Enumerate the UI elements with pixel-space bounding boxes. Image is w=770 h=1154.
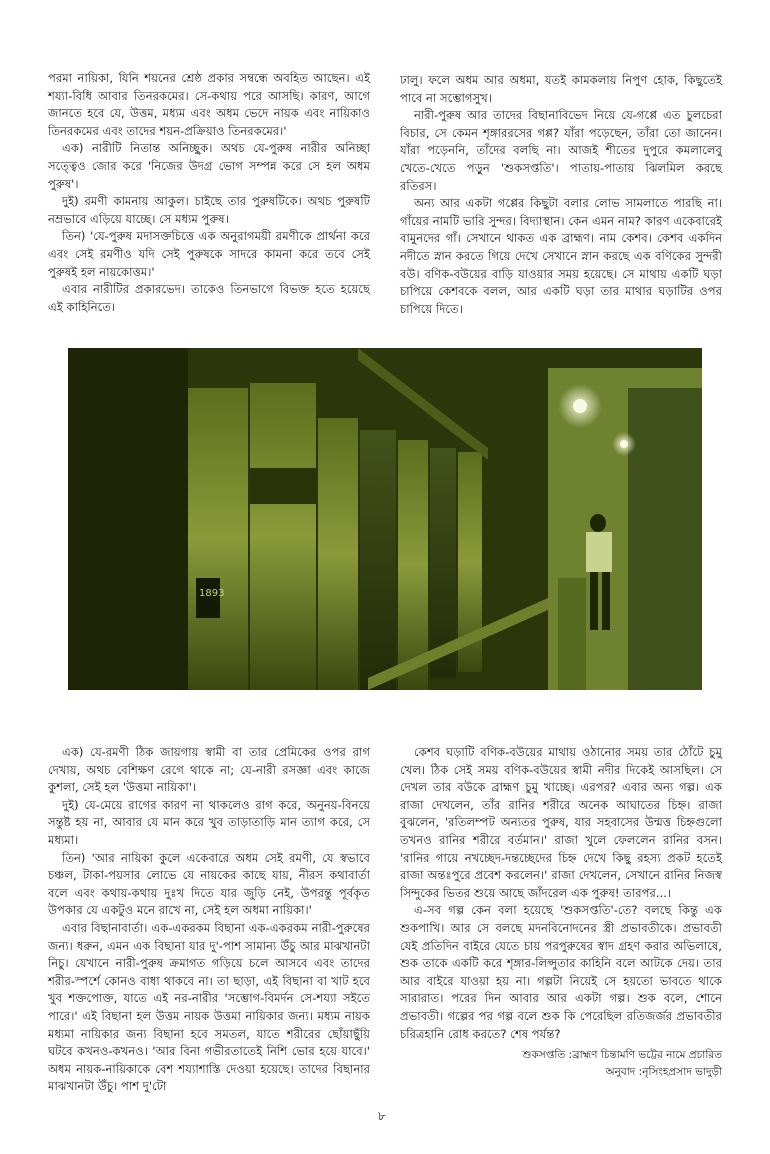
paragraph: এ-সব গল্প কেন বলা হয়েছে 'শুকসপ্ততি'-তে? বলছে কিন্তু এক শুকপাখি। আর সে বলছে মদনবিনোদনের স্ত্রী প্রভাবতীকে। প্রভাবতী যেই প্রতিদিন বাইরে যেতে চায় পরপুরুষের স্বাদ গ্রহণ করার অভিলাষে, শুক তাকে একটি করে শৃঙ্গার-লিপ্সুতার কাহিনি বলে আটকে দেয়। তার আর বাইরে যাওয়া হয় না। গল্পটা নিয়েই সে হয়তো ভাবতে থাকে সারারাত। পরের দিন আবার আর একটা গল্প। শুক বলে, শোনে প্রভাবতী। গল্পের পর গল্প বলে শুক কি পেরেছিল রতিজর্জর প্রভাবতীর চরিত্রহানি রোধ করতে? শেষ পর্যন্ত?: [400, 903, 722, 1041]
spine-label: 1893: [199, 588, 225, 599]
column-bottom-right: [400, 744, 722, 1081]
paragraph: তিন) 'যে-পুরুষ মদাসক্তচিত্তে এক অনুরাগময়ী রমণীকে প্রার্থনা করে এবং সেই রমণীও যদি সেই পুরুষকে সাদরে কামনা করে তবে সেই পুরুষই হল নায়কোত্তম।': [48, 229, 370, 279]
paragraph: তিন) 'আর নায়িকা কুলে একেবারে অধম সেই রমণী, যে স্বভাবে চঞ্চল, টাকা-পয়সার লোভে যে নায়কের কাছে যায়, নীরস কথাবার্তা বলে এবং কথায়-কথায় দুঃখ দিতে যার জুড়ি নেই, উপরন্তু পূর্বকৃত উপকার যে একটুও মনে রাখে না, সেই হল অধমা নায়িকা।': [48, 850, 370, 918]
paragraph: ঢালু। ফলে অধম আর অধমা, যতই কামকলায় নিপুণ হোক, কিছুতেই পাবে না সম্ভোগসুখ।: [400, 73, 722, 105]
paragraph: কেশব ঘড়াটি বণিক-বউয়ের মাথায় ওঠানোর সময় তার ঠোঁটে চুমু খেল। ঠিক সেই সময় বণিক-বউয়ের স্বামী নদীর দিকেই আসছিল। সে দেখল তার বউকে ব্রাহ্মণ চুমু খাচ্ছে। এরপর? এবার অন্য গল্প। এক রাজা দেখলেন, তাঁর রানির শরীরে অনেক আঘাতের চিহ্ন। রাজা বুঝলেন, 'রতিলম্পট অন্যতর পুরুষ, যার সহবাসের উন্মত্ত চিহ্নগুলো তখনও রানির শরীরে বর্তমান।' রাজা খুলে ফেললেন রানির বসন। 'রানির গায়ে নখচ্ছেদ-দন্তচ্ছেদের চিহ্ন দেখে কিছু রহস্য প্রকট হতেই রাজা অন্তঃপুরে প্রবেশ করলেন।' রাজা দেখলেন, সেখানে রানির নিজস্ব সিন্দুকের ভিতর শুয়ে আছে জাঁদরেল এক পুরুষ! তারপর...।: [400, 745, 722, 900]
paragraph: দুই) যে-মেয়ে রাগের কারণ না থাকলেও রাগ করে, অনুনয়-বিনয়ে সন্তুষ্ট হয় না, আবার যে মান করে খুব তাড়াতাড়ি মান ত্যাগ করে, সে মধ্যমা।: [48, 797, 370, 847]
credit-source: শুকসপ্ততি :ব্রাহ্মণ চিন্তামণি ভট্টের নামে প্রচারিত: [522, 1049, 722, 1062]
page-number: ৮: [378, 1109, 386, 1123]
paragraph: অন্য আর একটা গপ্পের কিছুটা বলার লোভ সামলাতে পারছি না। গাঁয়ের নামটি ভারি সুন্দর। বিদ্যাস্থান। কেন এমন নাম? কারণ একেবারেই বামুনদের গাঁ। সেখানে থাকত এক ব্রাহ্মণ। নাম কেশব। কেশব একদিন নদীতে স্নান করতে গিয়ে দেখে সেখানে স্নান করছে এক বণিকের সুন্দরী বউ। বণিক-বউয়ের বাড়ি যাওয়ার সময় হয়েছে। সে মাথায় একটি ঘড়া চাপিয়ে কেশবকে বলল, আর একটি ঘড়া তার মাথার ঘড়াটির ওপর চাপিয়ে দিতে।: [400, 196, 722, 316]
paragraph: এক) নারীটি নিতান্ত অনিচ্ছুক। অথচ যে-পুরুষ নারীর অনিচ্ছা সত্ত্বেও জোর করে 'নিজের উদগ্র ভোগ সম্পন্ন করে সে হল অধম পুরুষ'।: [48, 141, 370, 191]
paragraph: দুই) রমণী কামনায় আকুল। চাইছে তার পুরুষটিকে। অথচ পুরুষটি নম্রভাবে এড়িয়ে যাচ্ছে। সে মধ্যম পুরুষ।: [48, 194, 370, 226]
paragraph: এবার নারীটির প্রকারভেদ। তাকেও তিনভাগে বিভক্ত হতে হয়েছে এই কাহিনিতে।: [48, 282, 370, 314]
paragraph: এবার বিছানাবার্তা। এক-একরকম বিছানা এক-একরকম নারী-পুরুষের জন্য। ধরুন, এমন এক বিছানা যার দু'-পাশ সামান্য উঁচু আর মাঝখানটা নিচু। যেখানে নারী-পুরুষ ক্রমাগত গড়িয়ে চলে আসবে এবং তাদের শরীর-স্পর্শে কোনও বাধা থাকবে না। তা ছাড়া, এই বিছানা বা খাট হবে খুব শক্তপোক্ত, যাতে এই নর-নারীর 'সম্ভোগ-বিমর্দন সে-শয্যা সইতে পারে।' এই বিছানা হল উত্তম নায়ক উত্তমা নায়িকার জন্য। মধ্যম নায়ক মধ্যমা নায়িকার জন্য বিছানা হবে সমতল, যাতে শরীরের ছোঁয়াছুঁয়ি ঘটবে কখনও-কখনও। 'আর বিনা গভীরতাতেই নিশি ভোর হয়ে যাবে।' অধম নায়ক-নায়িকাকে বেশ শয্যাশাস্তি দেওয়া হয়েছে। তাদের বিছানার মাঝখানটা উঁচু। পাশ দু'টো: [48, 920, 370, 1094]
source-credit: [400, 1047, 722, 1081]
credit-translator: অনুবাদ :নৃসিংহপ্রসাদ ভাদুড়ী: [605, 1066, 722, 1079]
column-top-left: [48, 70, 370, 316]
paragraph: এক) যে-রমণী ঠিক জায়গায় স্বামী বা তার প্রেমিকের ওপর রাগ দেখায়, অথচ বেশিক্ষণ রেগে থাকে না; যে-নারী রসজ্ঞা এবং কাজে কুশলা, সেই হল 'উত্তমা নায়িকা'।: [48, 745, 370, 795]
paragraph: পরমা নায়িকা, যিনি শয়নের শ্রেষ্ঠ প্রকার সম্বন্ধে অবহিত আছেন। এই শয্যা-বিধি আবার তিনরকমের। সে-কথায় পরে আসছি। কারণ, আগে জানতে হবে যে, উত্তম, মধ্যম এবং অধম ভেদে নায়ক এবং নায়িকাও তিনরকমের এবং তাদের শয়ন-প্রক্রিয়াও তিনরকমের।': [48, 71, 370, 138]
library-illustration: [68, 348, 702, 690]
column-bottom-left: [48, 744, 370, 1096]
library-bookshelf-photo: [68, 348, 702, 690]
paragraph: নারী-পুরুষ আর তাদের বিছানাবিভেদ নিয়ে যে-গপ্পে এত চুলচেরা বিচার, সে কেমন শৃঙ্গাররসের গপ্প? যাঁরা পড়েছেন, তাঁরা তো জানেন। যাঁরা পড়েননি, তাঁদের বলছি না। আজই শীতের দুপুরে কমলালেবু খেতে-খেতে পড়ুন 'শুকসপ্ততি'। পাতায়-পাতায় ঝিলমিল করছে রতিরস।: [400, 108, 722, 193]
column-top-right: [400, 72, 722, 318]
